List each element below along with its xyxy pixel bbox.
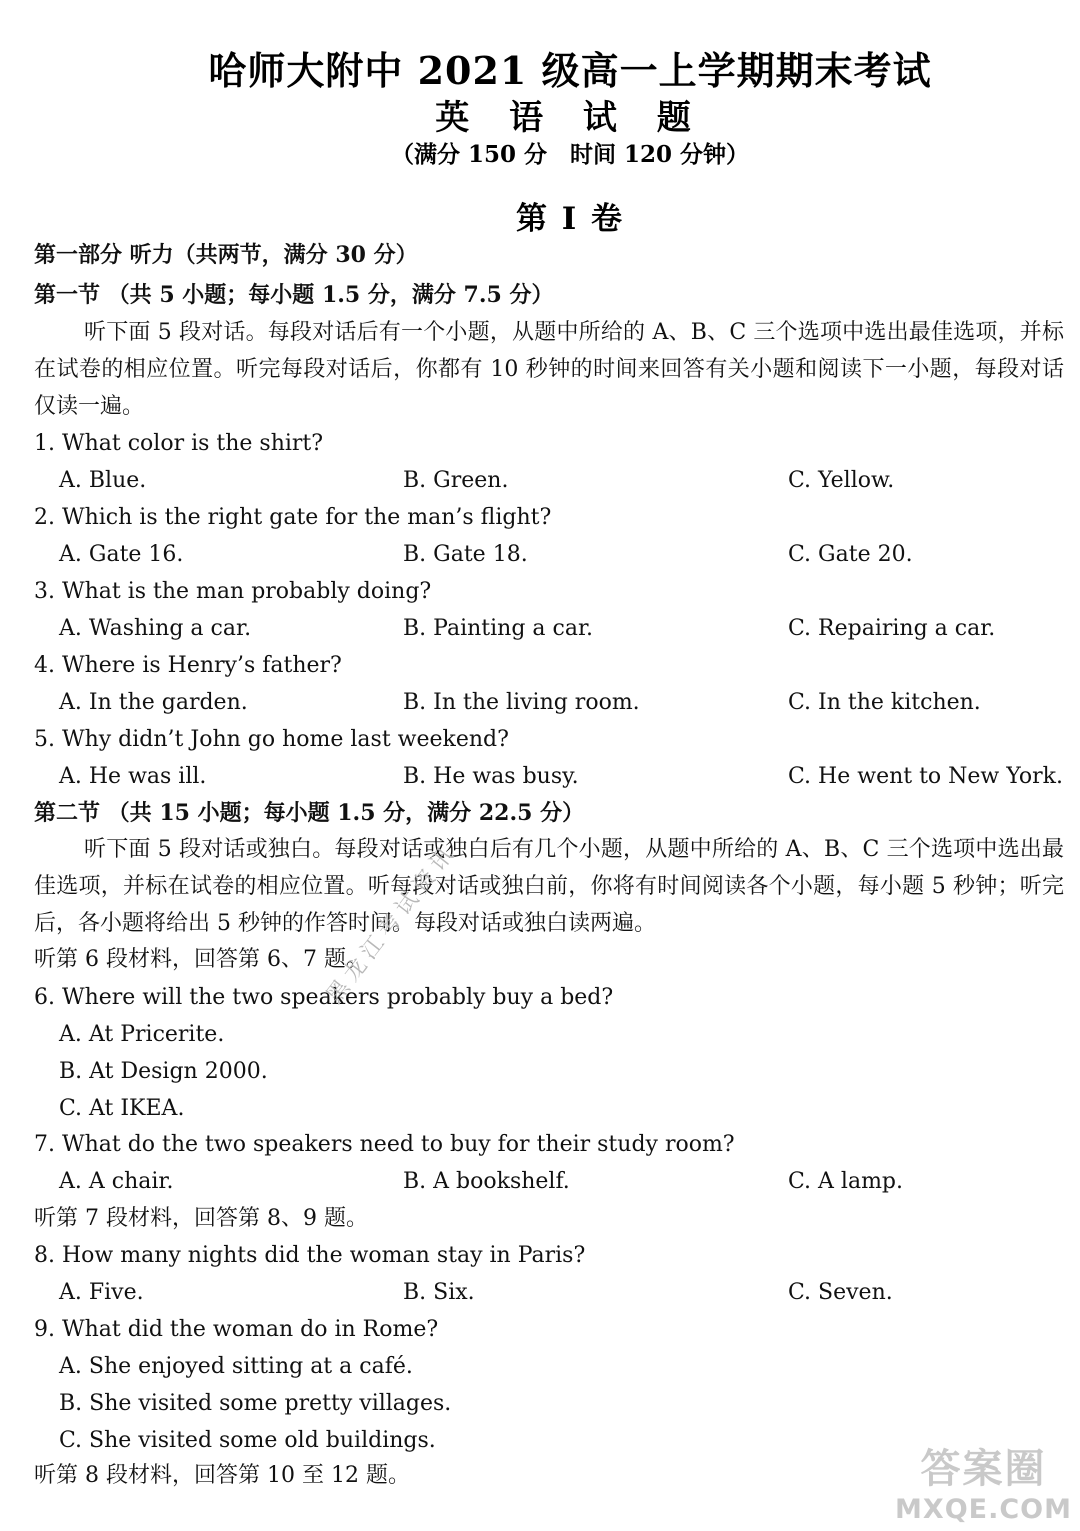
exam-title: 哈师大附中 2021 级高一上学期期末考试 <box>208 48 932 93</box>
question-4-option-c: C. In the kitchen. <box>788 690 981 715</box>
question-2-option-b: B. Gate 18. <box>403 542 528 567</box>
exam-subject: 英 语 试 题 <box>435 98 705 138</box>
logo-text: 答案圈 <box>920 1445 1047 1492</box>
question-3-option-b: B. Painting a car. <box>403 616 594 641</box>
question-4-option-b: B. In the living room. <box>403 690 640 715</box>
question-5-option-a: A. He was ill. <box>59 764 207 789</box>
part1-heading: 第一部分 听力（共两节，满分 30 分） <box>34 242 418 268</box>
question-7: 7. What do the two speakers need to buy for their study room? <box>34 1132 735 1157</box>
volume-heading: 第 I 卷 <box>515 201 625 237</box>
question-9: 9. What did the woman do in Rome? <box>34 1317 439 1342</box>
question-5: 5. Why didn’t John go home last weekend? <box>34 727 509 752</box>
question-9-option-c: C. She visited some old buildings. <box>59 1428 436 1453</box>
section1-instructions: 听下面 5 段对话。每段对话后有一个小题，从题中所给的 A、B、C 三个选项中选出最佳选项，并标在试卷的相应位置。听完每段对话后，你都有 10 秒钟的时间来回答有关小题和阅读下一小题，每段对话仅读一遍。 <box>34 320 1064 419</box>
section2-instructions: 听下面 5 段对话或独白。每段对话或独白后有几个小题，从题中所给的 A、B、C 三个选项中选出最佳选项，并标在试卷的相应位置。听每段对话或独白前，你将有时间阅读各个小题，每小题 5 秒钟；听完后，各小题将给出 5 秒钟的作答时间。每段对话或独白读两遍。 <box>34 837 1064 936</box>
question-6: 6. Where will the two speakers probably buy a bed? <box>34 985 614 1010</box>
section2-heading: 第二节 （共 15 小题；每小题 1.5 分，满分 22.5 分） <box>34 800 585 826</box>
question-6-option-b: B. At Design 2000. <box>59 1059 268 1084</box>
question-3: 3. What is the man probably doing? <box>34 579 432 604</box>
question-8-option-c: C. Seven. <box>788 1280 893 1305</box>
diagonal-watermark: 黑龙江考试资讯 <box>321 838 463 1009</box>
material-7-instruction: 听第 7 段材料，回答第 8、9 题。 <box>34 1206 368 1231</box>
logo-url: MXQE.COM <box>895 1494 1072 1525</box>
question-8: 8. How many nights did the woman stay in Paris? <box>34 1243 586 1268</box>
question-2: 2. Which is the right gate for the man’s flight? <box>34 505 552 530</box>
question-5-option-c: C. He went to New York. <box>788 764 1063 789</box>
question-9-option-a: A. She enjoyed sitting at a café. <box>59 1354 413 1379</box>
question-8-option-a: A. Five. <box>59 1280 144 1305</box>
question-1-option-b: B. Green. <box>403 468 509 493</box>
question-6-option-a: A. At Pricerite. <box>59 1022 225 1047</box>
question-7-option-a: A. A chair. <box>59 1169 174 1194</box>
question-1: 1. What color is the shirt? <box>34 431 324 456</box>
question-1-option-c: C. Yellow. <box>788 468 895 493</box>
question-4-option-a: A. In the garden. <box>59 690 248 715</box>
question-1-option-a: A. Blue. <box>59 468 147 493</box>
question-2-option-c: C. Gate 20. <box>788 542 913 567</box>
question-6-option-c: C. At IKEA. <box>59 1096 185 1121</box>
material-6-instruction: 听第 6 段材料，回答第 6、7 题。 <box>34 947 368 972</box>
question-2-option-a: A. Gate 16. <box>59 542 184 567</box>
section1-heading: 第一节 （共 5 小题；每小题 1.5 分，满分 7.5 分） <box>34 282 554 308</box>
question-8-option-b: B. Six. <box>403 1280 475 1305</box>
site-logo <box>895 1437 1072 1525</box>
question-3-option-c: C. Repairing a car. <box>788 616 996 641</box>
question-7-option-b: B. A bookshelf. <box>403 1169 570 1194</box>
question-9-option-b: B. She visited some pretty villages. <box>59 1391 452 1416</box>
question-7-option-c: C. A lamp. <box>788 1169 904 1194</box>
question-4: 4. Where is Henry’s father? <box>34 653 342 678</box>
material-8-instruction: 听第 8 段材料，回答第 10 至 12 题。 <box>34 1463 410 1488</box>
question-3-option-a: A. Washing a car. <box>59 616 252 641</box>
question-5-option-b: B. He was busy. <box>403 764 579 789</box>
exam-info: （满分 150 分 时间 120 分钟） <box>390 141 750 168</box>
